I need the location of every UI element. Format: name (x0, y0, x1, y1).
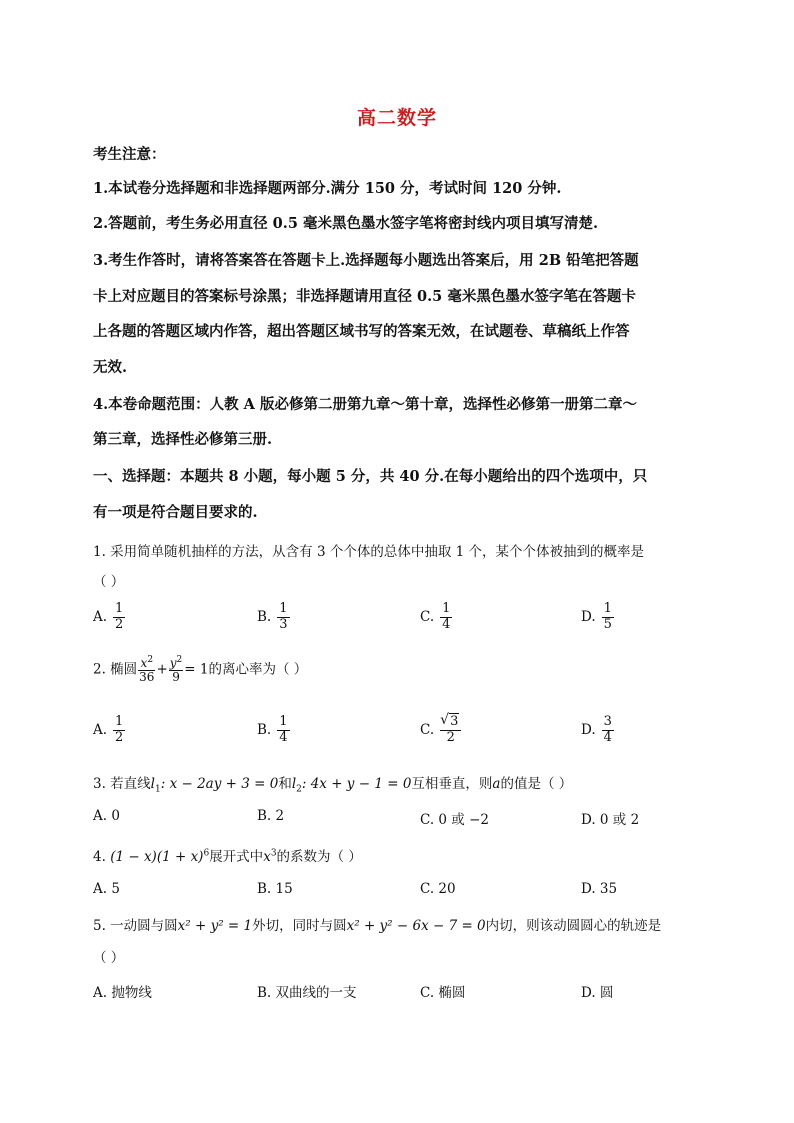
fraction: $\frac{1}{2}$ (115, 601, 124, 632)
fraction: $\frac{1}{3}$ (279, 601, 288, 632)
notice-line: 第三章，选择性必修第三册. (93, 431, 273, 448)
question-2-text: 2. 椭圆 $\frac{x^2}{36}$ + $\frac{y^2}{9}$ = 1的离心率为（ ） (93, 655, 308, 685)
answer-paren: （ ） (93, 574, 125, 590)
q4-option-a: A. 5 (93, 881, 120, 897)
q3-option-d: D. 0 或 2 (581, 812, 640, 828)
fraction: $\frac{3}{4}$ (603, 714, 612, 745)
q5-option-c: C. 椭圆 (420, 985, 466, 1001)
sqrt-symbol: √ 3 (442, 715, 459, 730)
q3-option-c: C. 0 或 −2 (420, 812, 490, 828)
notice-line: 无效. (93, 359, 128, 376)
q1-option-b: B. $\frac{1}{3}$ (257, 601, 288, 632)
q3-option-b: B. 2 (257, 808, 285, 824)
question-1-text: 1. 采用简单随机抽样的方法，从含有 3 个个体的总体中抽取 1 个，某个个体被抽到的概率是 (93, 544, 645, 560)
answer-paren: （ ） (93, 950, 125, 966)
q1-option-c: C. $\frac{1}{4}$ (420, 601, 451, 632)
notice-line: 1.本试卷分选择题和非选择题两部分.满分 150 分，考试时间 120 分钟. (93, 180, 562, 197)
section-heading: 一、选择题：本题共 8 小题，每小题 5 分，共 40 分.在每小题给出的四个选项中，只 (93, 468, 648, 485)
notice-line: 4.本卷命题范围：人教 A 版必修第二册第九章～第十章，选择性必修第一册第二章～ (93, 396, 637, 413)
q4-option-d: D. 35 (581, 881, 618, 897)
q2-option-b: B. $\frac{1}{4}$ (257, 714, 288, 745)
q5-option-a: A. 抛物线 (93, 985, 152, 1001)
notice-line: 3.考生作答时，请将答案答在答题卡上.选择题每小题选出答案后，用 2B 铅笔把答题 (93, 252, 639, 269)
q5-option-b: B. 双曲线的一支 (257, 985, 357, 1001)
page-title: 高二数学 (356, 107, 437, 129)
q1-option-d: D. $\frac{1}{5}$ (581, 601, 612, 632)
notice-line: 卡上对应题目的答案标号涂黑；非选择题请用直径 0.5 毫米黑色墨水签字笔在答题卡 (93, 288, 636, 305)
q2-option-d: D. $\frac{3}{4}$ (581, 714, 612, 745)
question-5-text: 5. 一动圆与圆x² + y² = 1外切，同时与圆x² + y² − 6x − 7 = 0内切，则该动圆圆心的轨迹是 (93, 918, 662, 934)
fraction: $\frac{1}{4}$ (279, 714, 288, 745)
q2-option-c: C. √ $\frac{3}{2}$ (420, 715, 461, 746)
q4-option-b: B. 15 (257, 881, 293, 897)
fraction: $\frac{1}{4}$ (442, 601, 451, 632)
q2-option-a: A. $\frac{1}{2}$ (93, 714, 124, 745)
ellipse-y-term: $\frac{y^2}{9}$ (169, 655, 183, 685)
notice-line: 2.答题前，考生务必用直径 0.5 毫米黑色墨水签字笔将密封线内项目填写清楚. (93, 215, 599, 232)
fraction: √ $\frac{3}{2}$ (440, 715, 461, 746)
q1-option-a: A. $\frac{1}{2}$ (93, 601, 124, 632)
q5-option-d: D. 圆 (581, 985, 614, 1001)
fraction: $\frac{1}{5}$ (603, 601, 612, 632)
ellipse-x-term: $\frac{x^2}{36}$ (139, 655, 155, 685)
notice-heading: 考生注意： (93, 146, 166, 163)
question-4-text: 4. $(1 - x)(1 + x)^6$展开式中$x^3$的系数为（ ） (93, 848, 362, 865)
fraction: $\frac{1}{2}$ (115, 714, 124, 745)
notice-line: 上各题的答题区域内作答，超出答题区域书写的答案无效，在试题卷、草稿纸上作答 (93, 323, 630, 340)
question-3-text: 3. 若直线$l_1$: x − 2ay + 3 = 0和$l_2$: 4x + y − 1 = 0互相垂直，则a的值是（ ） (93, 776, 573, 795)
section-heading-cont: 有一项是符合题目要求的. (93, 504, 258, 521)
q3-option-a: A. 0 (93, 808, 120, 824)
q4-option-c: C. 20 (420, 881, 456, 897)
